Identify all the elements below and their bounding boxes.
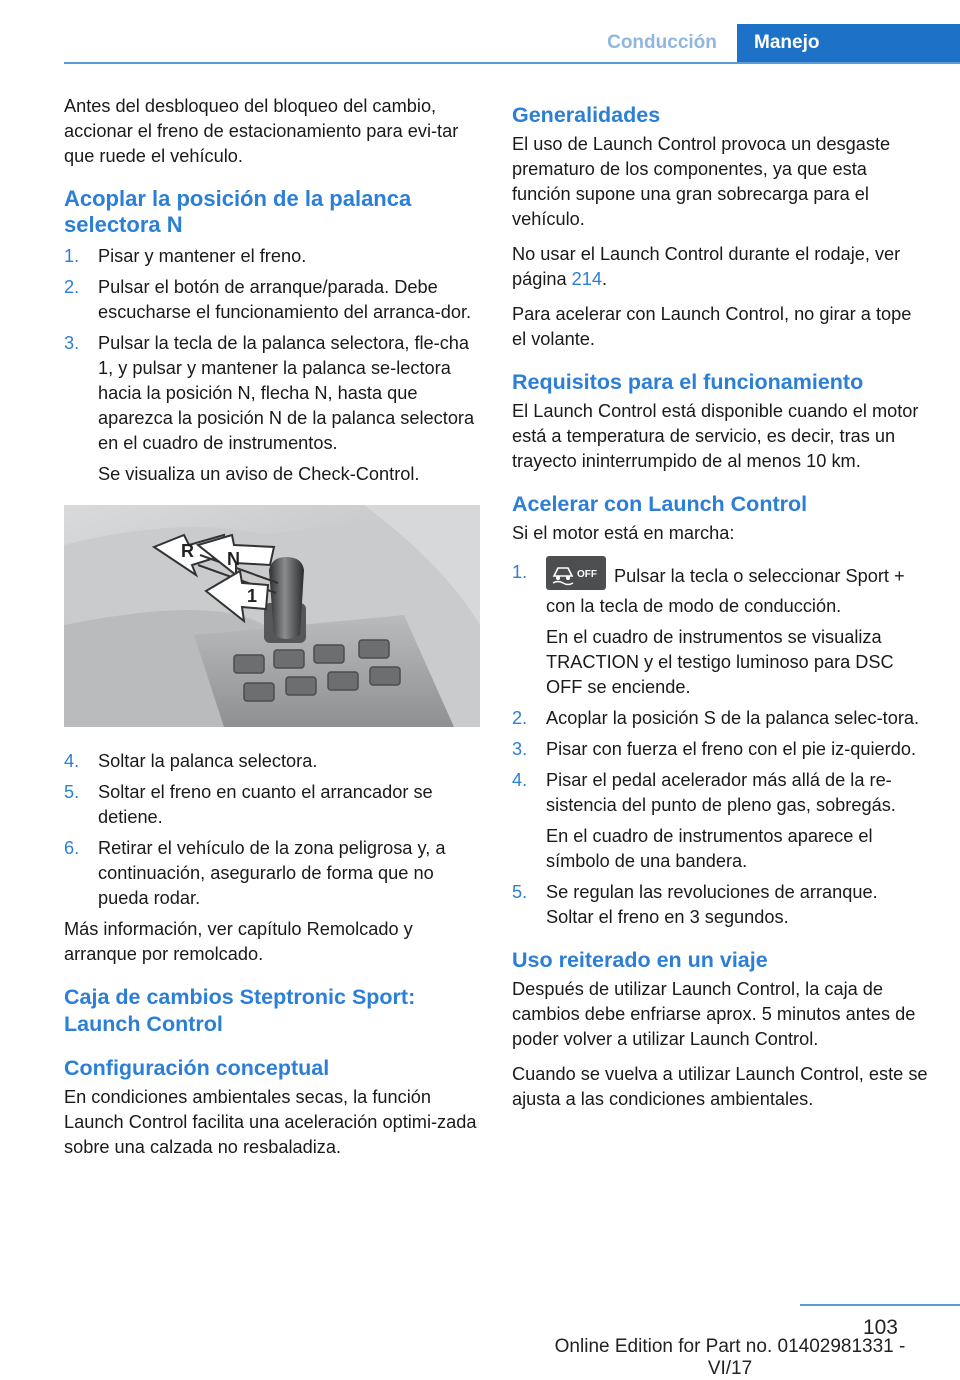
step-3-text: Pulsar la tecla de la palanca selectora, fle-cha 1, y pulsar y mantener la palanca se-lectora hacia la posición N, flecha N, hasta que aparezca la posición N de la palanca selectora en el cuadro de instrumentos. xyxy=(98,333,475,453)
gear-selector-svg xyxy=(64,505,480,727)
list-item xyxy=(512,737,930,762)
step-text: Pisar y mantener el freno. xyxy=(98,246,307,266)
gear-selector-illustration xyxy=(64,505,480,727)
footer-edition: Online Edition for Part no. 01402981331 - VI/17 xyxy=(554,1336,906,1379)
concept-paragraph: En condiciones ambientales secas, la función Launch Control facilita una aceleración optimi-zada sobre una calzada no resbaladiza. xyxy=(64,1087,477,1157)
heading-concept: Configuración conceptual xyxy=(64,1056,330,1080)
step-number: 4. xyxy=(64,751,80,771)
launch-steps-list xyxy=(512,560,930,930)
step-number: 5. xyxy=(512,882,528,902)
step-text xyxy=(98,331,480,487)
accelerate-intro: Si el motor está en marcha: xyxy=(512,523,735,543)
step-1-text: Pulsar la tecla o seleccionar Sport + con la tecla de modo de conducción. xyxy=(546,565,905,616)
list-item xyxy=(64,275,480,325)
step-text: Se regulan las revoluciones de arranque. Soltar el freno en 3 segundos. xyxy=(546,882,878,927)
heading-general: Generalidades xyxy=(512,103,661,127)
heading-launch-control: Caja de cambios Steptronic Sport: Launch Control xyxy=(64,985,416,1036)
footer-rule xyxy=(800,1304,960,1306)
list-item xyxy=(64,836,480,911)
step-number: 6. xyxy=(64,838,80,858)
dsc-off-icon xyxy=(546,556,606,590)
heading-requirements: Requisitos para el funcionamiento xyxy=(512,370,864,394)
steps-list-b xyxy=(64,749,480,911)
general-paragraph-2 xyxy=(512,242,930,292)
step-text: Acoplar la posición S de la palanca selec-tora. xyxy=(546,708,920,728)
step-4-text: Pisar el pedal acelerador más allá de la re-sistencia del punto de pleno gas, sobregás. xyxy=(546,770,896,815)
step-text xyxy=(546,768,930,874)
step-number: 1. xyxy=(512,562,528,582)
step-4-note: En el cuadro de instrumentos aparece el símbolo de una bandera. xyxy=(546,826,873,871)
list-item xyxy=(64,780,480,830)
step-number: 5. xyxy=(64,782,80,802)
step-number: 4. xyxy=(512,770,528,790)
right-column xyxy=(512,94,930,1122)
list-item xyxy=(64,749,480,774)
list-item xyxy=(512,706,930,731)
step-text: Pisar con fuerza el freno con el pie iz-quierdo. xyxy=(546,739,917,759)
repeat-paragraph-1: Después de utilizar Launch Control, la caja de cambios debe enfriarse aprox. 5 minutos antes de poder volver a utilizar Launch Control. xyxy=(512,979,916,1049)
repeat-paragraph-2: Cuando se vuelva a utilizar Launch Control, este se ajusta a las condiciones ambientales. xyxy=(512,1064,928,1109)
list-item xyxy=(64,331,480,487)
header-chapter-tab[interactable]: Manejo xyxy=(737,24,960,62)
heading-accelerate: Acelerar con Launch Control xyxy=(512,492,808,516)
general-paragraph-2-text: No usar el Launch Control durante el rodaje, ver página xyxy=(512,244,901,289)
heading-repeat: Uso reiterado en un viaje xyxy=(512,948,768,972)
list-item xyxy=(64,244,480,269)
general-paragraph-2-end: . xyxy=(602,269,608,289)
step-number: 2. xyxy=(64,277,80,297)
step-1-note: En el cuadro de instrumentos se visualiza TRACTION y el testigo luminoso para DSC OFF se enciende. xyxy=(546,627,894,697)
left-column xyxy=(64,94,480,1170)
header-rule xyxy=(64,62,960,64)
list-item xyxy=(512,560,930,700)
step-3-note: Se visualiza un aviso de Check-Control. xyxy=(98,464,420,484)
header-section-tab[interactable]: Conducción xyxy=(607,32,717,53)
step-number: 1. xyxy=(64,246,80,266)
page-number: 103 xyxy=(862,1316,898,1339)
list-item xyxy=(512,768,930,874)
step-number: 2. xyxy=(512,708,528,728)
page-reference-link[interactable]: 214 xyxy=(571,269,603,289)
heading-neutral: Acoplar la posición de la palanca selectora N xyxy=(64,186,412,237)
arrow-label-r: R xyxy=(181,541,194,561)
step-number: 3. xyxy=(512,739,528,759)
intro-paragraph: Antes del desbloqueo del bloqueo del cambio, accionar el freno de estacionamiento para evi-tar que ruede el vehículo. xyxy=(64,96,459,166)
requirements-paragraph: El Launch Control está disponible cuando el motor está a temperatura de servicio, es decir, tras un trayecto ininterrumpido de al menos 10 km. xyxy=(512,401,919,471)
list-item xyxy=(512,880,930,930)
steps-list-a xyxy=(64,244,480,487)
step-text: Soltar la palanca selectora. xyxy=(98,751,318,771)
step-number: 3. xyxy=(64,333,80,353)
step-text xyxy=(546,560,930,700)
arrow-label-n: N xyxy=(227,549,240,569)
general-paragraph-1: El uso de Launch Control provoca un desgaste prematuro de los componentes, ya que esta función supone una gran sobrecarga para el vehículo. xyxy=(512,134,891,229)
step-text: Soltar el freno en cuanto el arrancador se detiene. xyxy=(98,782,433,827)
step-text: Retirar el vehículo de la zona peligrosa y, a continuación, asegurarlo de forma que no pueda rodar. xyxy=(98,838,446,908)
more-info-paragraph: Más información, ver capítulo Remolcado y arranque por remolcado. xyxy=(64,919,413,964)
step-text: Pulsar el botón de arranque/parada. Debe escucharse el funcionamiento del arranca-dor. xyxy=(98,277,472,322)
arrow-label-1: 1 xyxy=(247,586,258,606)
general-paragraph-3: Para acelerar con Launch Control, no girar a tope el volante. xyxy=(512,304,912,349)
dsc-off-icon-label: OFF xyxy=(577,569,597,580)
